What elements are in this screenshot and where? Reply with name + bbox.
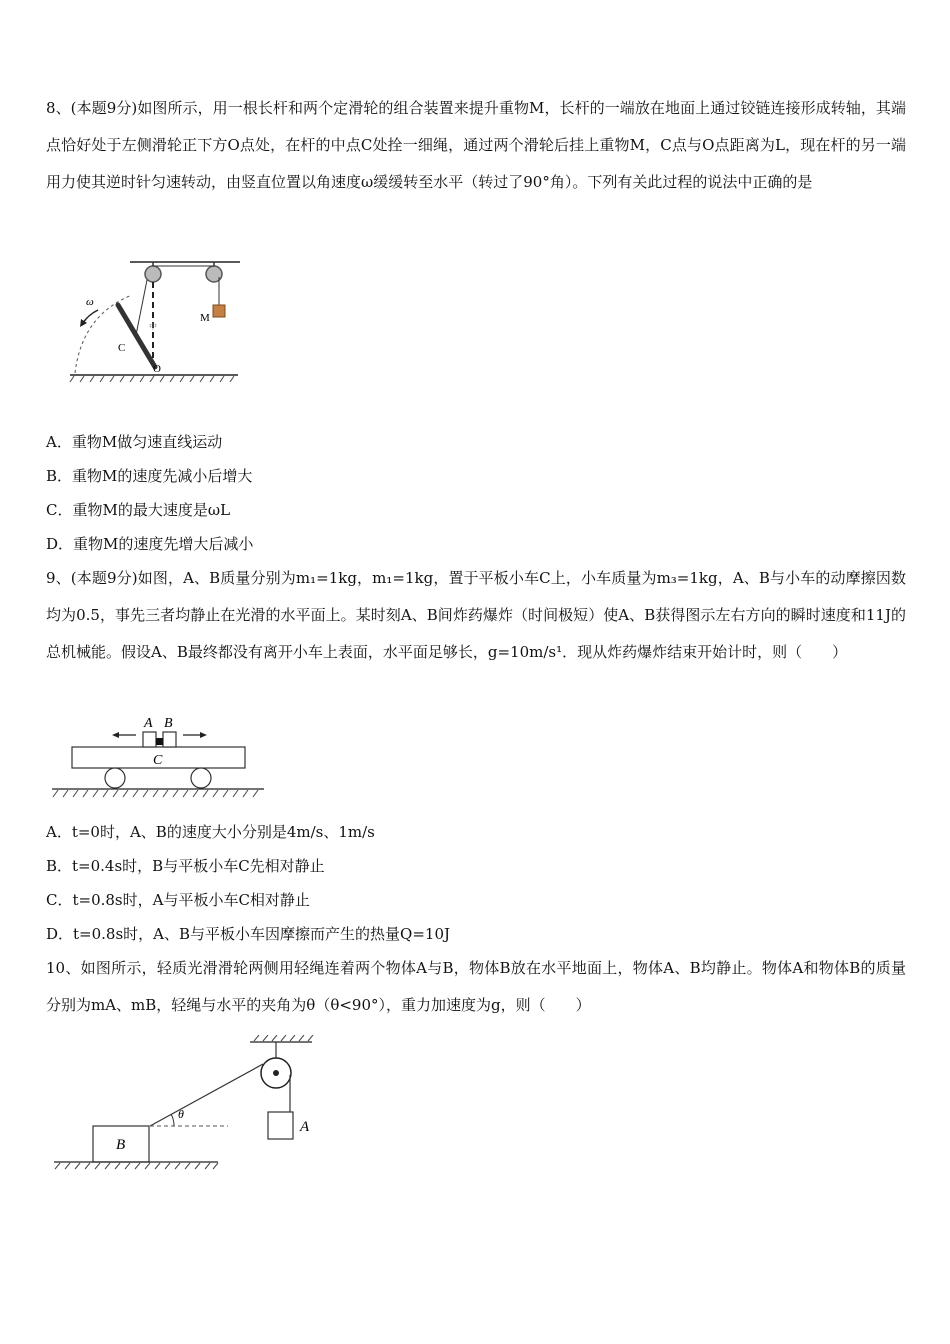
q8-option-a: A．重物M做匀速直线运动 <box>46 433 223 451</box>
b-label: B <box>164 716 173 731</box>
left-wheel <box>105 768 125 788</box>
block-b <box>163 732 176 747</box>
m-label: M <box>200 312 210 324</box>
q8-figure <box>60 255 250 385</box>
ceiling-hatch <box>254 1035 313 1041</box>
o-label: O <box>153 363 161 375</box>
omega-arrowhead <box>80 319 87 327</box>
q8-option-d: D．重物M的速度先增大后减小 <box>46 535 254 553</box>
mass-m-block <box>213 305 225 317</box>
theta-label: θ <box>178 1107 184 1121</box>
rod <box>118 305 155 367</box>
mid-label: 中 <box>149 322 157 331</box>
rope-to-b <box>150 1064 263 1126</box>
explosive <box>156 738 163 745</box>
left-pulley <box>145 266 161 282</box>
block-a <box>268 1112 293 1139</box>
omega-label: ω <box>86 296 94 308</box>
ground-hatch <box>53 790 258 797</box>
right-wheel <box>191 768 211 788</box>
right-pulley <box>206 266 222 282</box>
block-a <box>143 732 156 747</box>
arc-path <box>75 295 132 373</box>
c-label: C <box>153 753 163 768</box>
q8-stem: 8、(本题9分)如图所示，用一根长杆和两个定滑轮的组合装置来提升重物M，长杆的一端放在地面上通过铰链连接形成转轴，其端点恰好处于左侧滑轮正下方O点处，在杆的中点C处拴一细绳，通过两个滑轮后挂上重物M，C点与O点距离为L，现在杆的另一端用力使其逆时针匀速转动，由竖直位置以角速度ω缓缓转至水平（转过了90°角）。下列有关此过程的说法中正确的是 <box>46 99 906 191</box>
q10-figure <box>50 1035 320 1175</box>
pulley-axle <box>273 1070 279 1076</box>
q8-option-b: B．重物M的速度先减小后增大 <box>46 467 253 485</box>
angle-arc <box>171 1114 174 1126</box>
q10-stem: 10、如图所示，轻质光滑滑轮两侧用轻绳连着两个物体A与B，物体B放在水平地面上，物体A、B均静止。物体A和物体B的质量分别为mA、mB，轻绳与水平的夹角为θ（θ<90°），重力加速度为g，则（ ） <box>46 959 906 1014</box>
c-label: C <box>118 342 126 354</box>
ground-hatch <box>70 376 234 382</box>
arrowhead-left <box>112 732 119 738</box>
q9-option-c: C．t=0.8s时，A与平板小车C相对静止 <box>46 891 310 909</box>
a-label: A <box>144 716 153 731</box>
ground-hatch <box>55 1163 218 1169</box>
arrowhead-right <box>200 732 207 738</box>
q9-figure <box>48 710 268 802</box>
q9-option-d: D．t=0.8s时，A、B与平板小车因摩擦而产生的热量Q=10J <box>46 925 450 943</box>
q9-stem: 9、(本题9分)如图，A、B质量分别为m₁=1kg，m₁=1kg，置于平板小车C上，小车质量为m₃=1kg，A、B与小车的动摩擦因数均为0.5，事先三者均静止在光滑的水平面上。某时刻A、B间炸药爆炸（时间极短）使A、B获得图示左右方向的瞬时速度和11J的总机械能。假设A、B最终都没有离开小车上表面，水平面足够长，g=10m/s¹．现从炸药爆炸结束开始计时，则（ ） <box>46 569 906 661</box>
q9-option-a: A．t=0时，A、B的速度大小分别是4m/s、1m/s <box>46 823 375 841</box>
q9-option-b: B．t=0.4s时，B与平板小车C先相对静止 <box>46 857 325 875</box>
a-label: A <box>300 1119 310 1135</box>
b-label: B <box>116 1137 126 1153</box>
q8-option-c: C．重物M的最大速度是ωL <box>46 501 231 519</box>
rope-to-c <box>136 280 147 335</box>
